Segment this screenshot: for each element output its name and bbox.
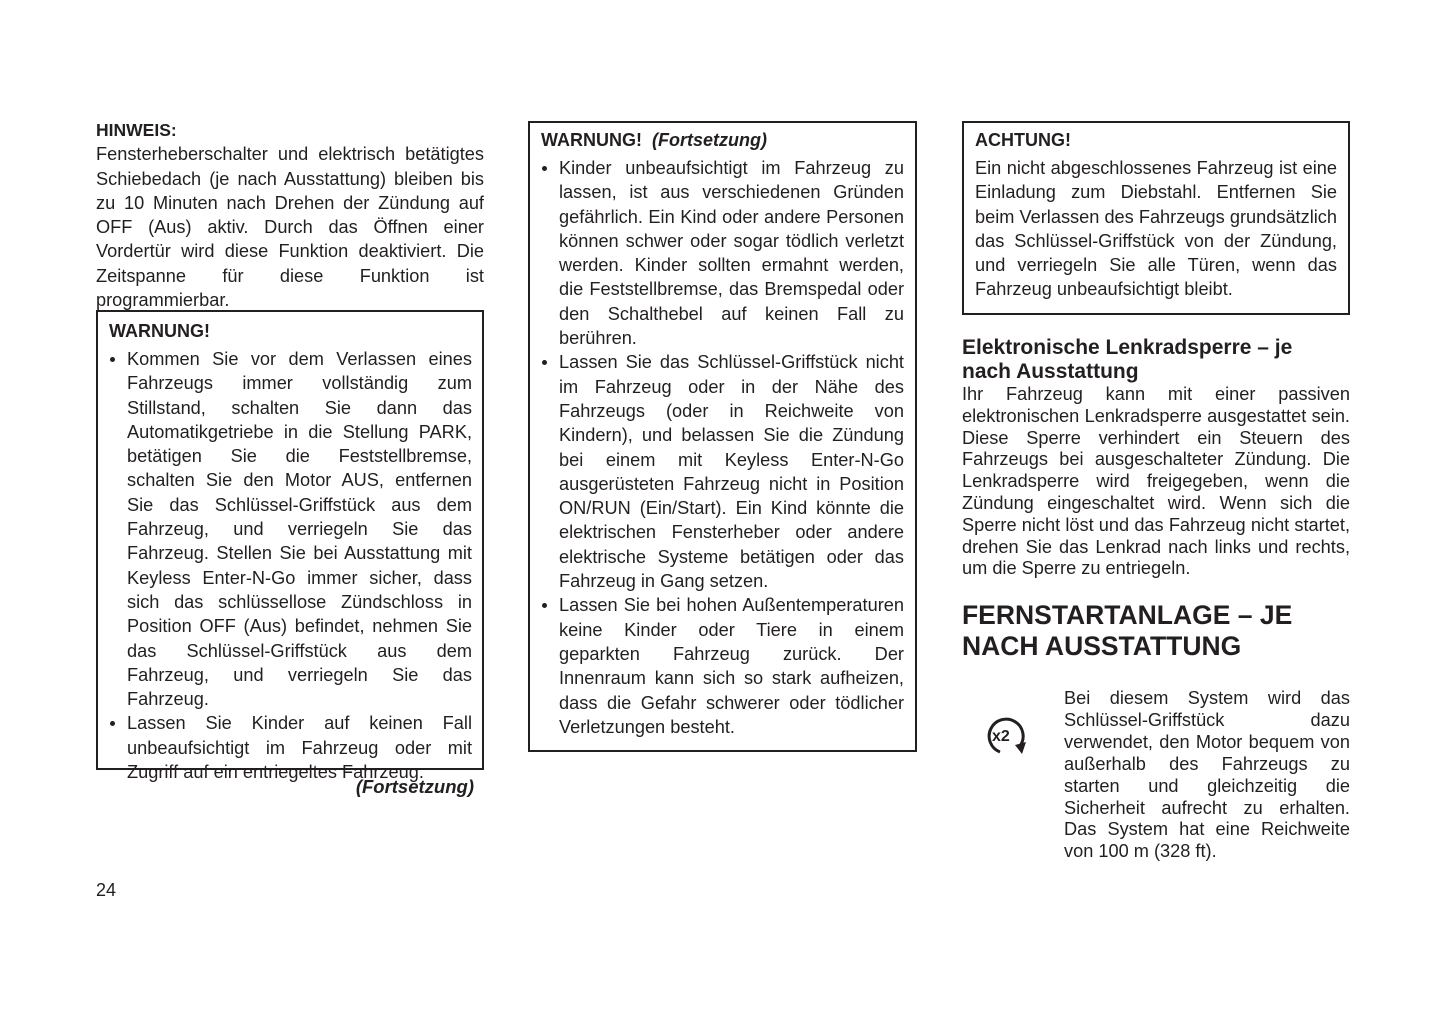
warning-title: WARNUNG! (Fortsetzung) bbox=[541, 130, 767, 150]
remote-start-section bbox=[962, 600, 1350, 862]
warning-item: Lassen Sie Kinder auf keinen Fall unbeaufsichtigt im Fahrzeug oder mit Zugriff auf ein entriegeltes Fahrzeug. bbox=[109, 711, 472, 784]
bullet-icon bbox=[110, 357, 115, 362]
bullet-icon bbox=[110, 721, 115, 726]
remote-start-body: Bei diesem System wird das Schlüssel-Griffstück dazu verwendet, den Motor bequem von außerhalb des Fahrzeugs zu starten und gleichzeitig die Sicherheit aufrecht zu erhalten. Das System hat eine Reichweite von 100 m (328 ft). bbox=[1064, 688, 1350, 862]
warning-list bbox=[109, 347, 472, 784]
steering-lock-section bbox=[962, 336, 1350, 580]
bullet-icon bbox=[542, 360, 547, 365]
caution-body: Ein nicht abgeschlossenes Fahrzeug ist eine Einladung zum Diebstahl. Entfernen Sie beim Verlassen des Fahrzeugs grundsätzlich das Schlüssel-Griffstück von der Zündung, und verriegeln Sie alle Türen, wenn das Fahrzeug unbeaufsichtigt bleibt. bbox=[975, 158, 1337, 300]
warning-title: WARNUNG! bbox=[109, 321, 210, 341]
remote-start-heading: FERNSTARTANLAGE – JE NACH AUSSTATTUNG bbox=[962, 600, 1293, 661]
warning-continued-box bbox=[528, 121, 917, 752]
note-title: HINWEIS: bbox=[96, 120, 177, 140]
page-number: 24 bbox=[96, 880, 117, 900]
caution-box bbox=[962, 121, 1350, 315]
note-body: Fensterheberschalter und elektrisch betätigtes Schiebedach (je nach Ausstattung) bleiben bis zu 10 Minuten nach Drehen der Zündung auf OFF (Aus) aktiv. Durch das Öffnen einer Vordertür wird diese Funktion deaktiviert. Die Zeitspanne für diese Funktion ist programmierbar. bbox=[96, 144, 484, 311]
remote-start-x2-icon bbox=[978, 712, 1034, 760]
warning-item: Kinder unbeaufsichtigt im Fahrzeug zu lassen, ist aus verschiedenen Gründen gefährlich. Ein Kind oder andere Personen können schwer oder sogar tödlich verletzt werden. Kinder sollten ermahnt werden, die Feststellbremse, das Bremspedal oder den Schalthebel auf keinen Fall zu berühren. bbox=[541, 156, 904, 350]
warning-list bbox=[541, 156, 904, 739]
warning-box bbox=[96, 310, 484, 783]
steering-lock-heading: Elektronische Lenkradsperre – je nach Ausstattung bbox=[962, 336, 1293, 383]
bullet-icon bbox=[542, 603, 547, 608]
warning-item: Lassen Sie bei hohen Außentemperaturen keine Kinder oder Tiere in einem geparkten Fahrzeug zurück. Der Innenraum kann sich so stark aufheizen, dass die Gefahr schwerer oder tödlicher Verletzungen besteht. bbox=[541, 593, 904, 739]
caution-title: ACHTUNG! bbox=[975, 130, 1071, 150]
steering-lock-body: Ihr Fahrzeug kann mit einer passiven elektronischen Lenkradsperre ausgestattet sein. Diese Sperre verhindert ein Steuern des Fahrzeugs bei ausgeschalteter Zündung. Die Lenkradsperre wird freigegeben, wenn die Zündung eingeschaltet wird. Wenn sich die Sperre nicht löst und das Fahrzeug nicht startet, drehen Sie das Lenkrad nach links und rechts, um die Sperre zu entriegeln. bbox=[962, 384, 1350, 579]
warning-title-suffix: (Fortsetzung) bbox=[652, 130, 767, 150]
note-section bbox=[96, 118, 484, 312]
bullet-icon bbox=[542, 166, 547, 171]
warning-item: Lassen Sie das Schlüssel-Griffstück nicht im Fahrzeug oder in der Nähe des Fahrzeugs (oder in Reichweite von Kindern), und belassen Sie die Zündung bei einem mit Keyless Enter-N-Go ausgerüsteten Fahrzeug nicht in Position ON/RUN (Ein/Start). Ein Kind könnte die elektrischen Fensterheber oder andere elektrische Systeme betätigen oder das Fahrzeug in Gang setzen. bbox=[541, 350, 904, 593]
svg-text:x2: x2 bbox=[992, 728, 1010, 745]
warning-item: Kommen Sie vor dem Verlassen eines Fahrzeugs immer vollständig zum Stillstand, schalten Sie dann das Automatikgetriebe in die Stellung PARK, betätigen Sie die Feststellbremse, schalten Sie den Motor AUS, entfernen Sie das Schlüssel-Griffstück aus dem Fahrzeug, und verriegeln Sie das Fahrzeug. Stellen Sie bei Ausstattung mit Keyless Enter-N-Go immer sicher, dass sich das schlüssellose Zündschloss in Position OFF (Aus) befindet, nehmen Sie das Schlüssel-Griffstück aus dem Fahrzeug, und verriegeln Sie das Fahrzeug. bbox=[109, 347, 472, 711]
continued-label: (Fortsetzung) bbox=[355, 776, 474, 797]
